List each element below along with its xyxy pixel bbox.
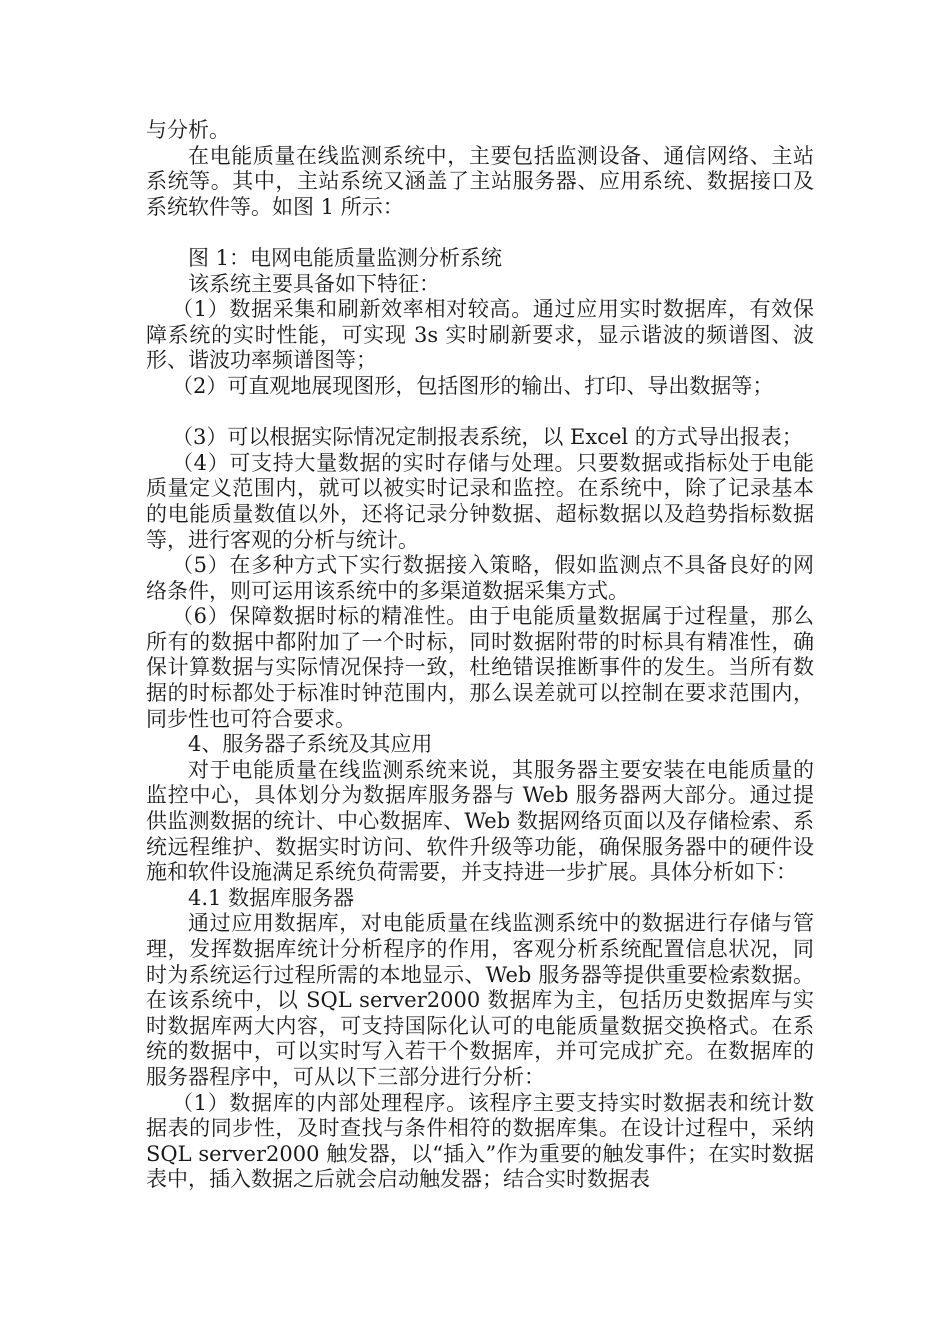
paragraph-features-intro: 该系统主要具备如下特征：: [188, 271, 440, 296]
feature-item-6: （6）保障数据时标的精准性。由于电能质量数据属于过程量，那么所有的数据中都附加了一个时标，同时数据附带的时标具有精准性，确保计算数据与实际情况保持一致，杜绝错误推断事件的发生。当所有数据的时标都处于标准时钟范围内，那么误差就可以控制在要求范围内，同步性也可符合要求。: [146, 604, 814, 731]
section-heading-4: 4、服务器子系统及其应用: [188, 732, 433, 757]
feature-item-4: （4）可支持大量数据的实时存储与处理。只要数据或指标处于电能质量定义范围内，就可以被实时记录和监控。在系统中，除了记录基本的电能质量数值以外，还将记录分钟数据、超标数据以及趋势指标数据等，进行客观的分析与统计。: [146, 450, 814, 552]
feature-item-5: （5）在多种方式下实行数据接入策略，假如监测点不具备良好的网络条件，则可运用该系统中的多渠道数据采集方式。: [146, 553, 814, 603]
section-heading-4-1: 4.1 数据库服务器: [188, 885, 355, 910]
feature-item-3: （3）可以根据实际情况定制报表系统，以 Excel 的方式导出报表；: [172, 425, 803, 450]
paragraph-system-overview: 在电能质量在线监测系统中，主要包括监测设备、通信网络、主站系统等。其中，主站系统又涵盖了主站服务器、应用系统、数据接口及系统软件等。如图 1 所示：: [146, 143, 814, 219]
feature-item-1: （1）数据采集和刷新效率相对较高。通过应用实时数据库，有效保障系统的实时性能，可实现 3s 实时刷新要求，显示谐波的频谱图、波形、谐波功率频谱图等；: [146, 297, 814, 373]
figure-caption: 图 1：电网电能质量监测分析系统: [188, 245, 503, 270]
spacer: [146, 400, 814, 426]
paragraph-server-subsystem: 对于电能质量在线监测系统来说，其服务器主要安装在电能质量的监控中心，具体划分为数据库服务器与 Web 服务器两大部分。通过提供监测数据的统计、中心数据库、Web 数据网络页面以及存储检索、系统远程维护、数据实时访问、软件升级等功能，确保服务器中的硬件设施和软件设施满足系统负荷需要，并支持进一步扩展。具体分析如下：: [146, 757, 814, 885]
paragraph-continuation: 与分析。: [146, 118, 230, 142]
document-body: [146, 118, 814, 1193]
paragraph-database-server: 通过应用数据库，对电能质量在线监测系统中的数据进行存储与管理，发挥数据库统计分析程序的作用，客观分析系统配置信息状况，同时为系统运行过程所需的本地显示、Web 服务器等提供重要检索数据。在该系统中，以 SQL server2000 数据库为主，包括历史数据库与实时数据库两大内容，可支持国际化认可的电能质量数据交换格式。在系统的数据中，可以实时写入若干个数据库，并可完成扩充。在数据库的服务器程序中，可从以下三部分进行分析：: [146, 911, 814, 1089]
paragraph-database-internal: （1）数据库的内部处理程序。该程序主要支持实时数据表和统计数据表的同步性，及时查找与条件相符的数据库集。在设计过程中，采纳 SQL server2000 触发器，以“插入”作为重要的触发事件；在实时数据表中，插入数据之后就会启动触发器；结合实时数据表: [146, 1090, 814, 1192]
feature-item-2: （2）可直观地展现图形，包括图形的输出、打印、导出数据等；: [172, 373, 774, 398]
figure-placeholder-space: [146, 220, 814, 246]
